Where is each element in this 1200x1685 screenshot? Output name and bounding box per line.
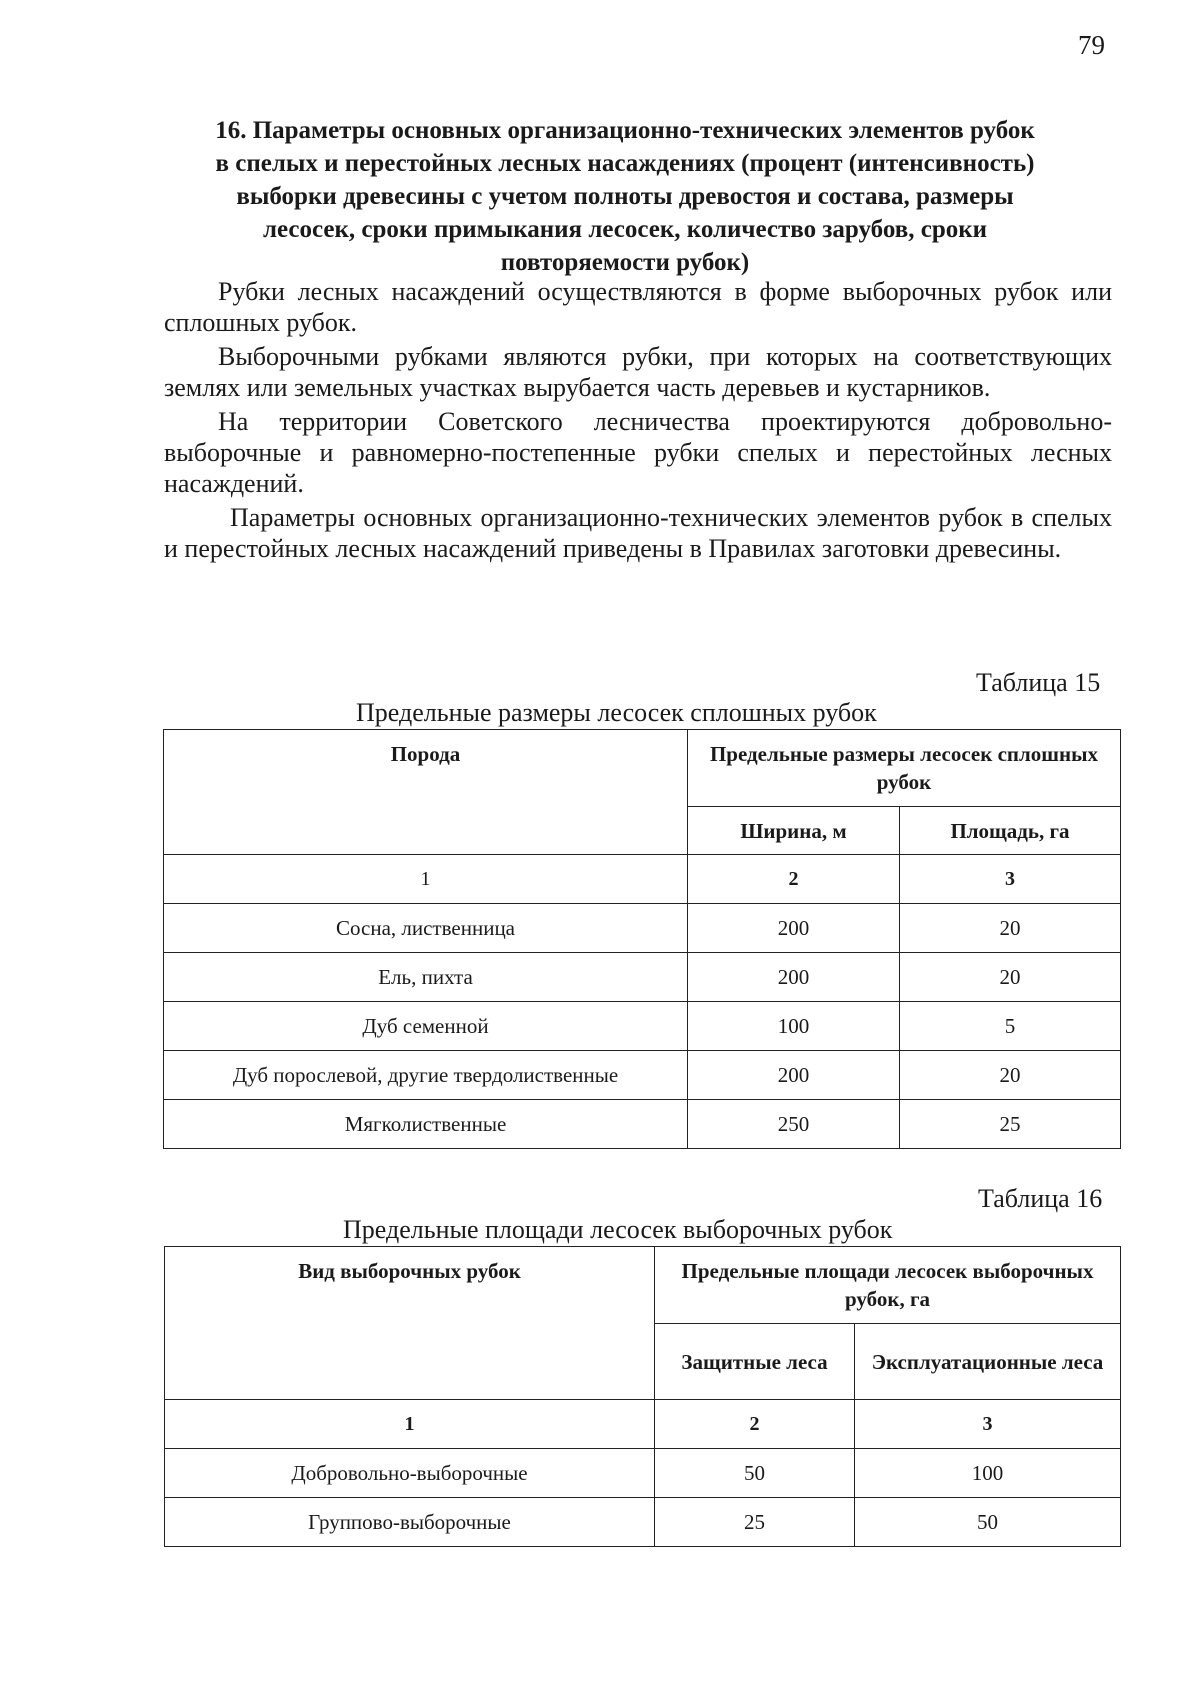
- table-cell: Ель, пихта: [164, 953, 688, 1002]
- paragraph: Выборочными рубками являются рубки, при которых на соответствующих землях или земельных участках вырубается часть деревьев и кустарников.: [164, 342, 1112, 402]
- paragraph: Рубки лесных насаждений осуществляются в форме выборочных рубок или сплошных рубок.: [164, 277, 1112, 337]
- table-cell: 250: [688, 1100, 900, 1149]
- table-number-row: [165, 1400, 1121, 1449]
- table-cell: 20: [900, 904, 1121, 953]
- table-cell: 50: [655, 1449, 855, 1498]
- page-number: 79: [1078, 30, 1105, 60]
- table15: [163, 729, 1121, 1149]
- table-cell: Дуб семенной: [164, 1002, 688, 1051]
- table16-title: Предельные площади лесосек выборочных рубок: [343, 1215, 893, 1244]
- table-row: [165, 1498, 1121, 1547]
- table15-header-group: Предельные размеры лесосек сплошных рубок: [688, 730, 1121, 807]
- table-cell: 25: [900, 1100, 1121, 1149]
- table-cell: Сосна, лиственница: [164, 904, 688, 953]
- table-cell: 20: [900, 1051, 1121, 1100]
- table15-label: Таблица 15: [976, 668, 1101, 697]
- table-cell: 1: [164, 855, 688, 904]
- table-cell: 2: [688, 855, 900, 904]
- table-header-row: [165, 1247, 1121, 1324]
- heading-line: лесосек, сроки примыкания лесосек, количество зарубов, сроки: [262, 216, 988, 243]
- table-number-row: [164, 855, 1121, 904]
- table-cell: 100: [688, 1002, 900, 1051]
- table-cell: 25: [655, 1498, 855, 1547]
- table-cell: 200: [688, 1051, 900, 1100]
- table-row: [164, 953, 1121, 1002]
- table15-header-width: Ширина, м: [688, 807, 900, 855]
- table15-header-species: Порода: [164, 730, 688, 855]
- table16-header-protective: Защитные леса: [655, 1324, 855, 1400]
- body-text: [164, 276, 1112, 564]
- table-cell: 2: [655, 1400, 855, 1449]
- table-cell: 1: [165, 1400, 655, 1449]
- table-row: [164, 1100, 1121, 1149]
- table16-label: Таблица 16: [978, 1184, 1103, 1213]
- table16-header-type: Вид выборочных рубок: [165, 1247, 655, 1400]
- table-cell: 5: [900, 1002, 1121, 1051]
- table-row: [164, 1051, 1121, 1100]
- table16-header-operational: Эксплуатационные леса: [855, 1324, 1121, 1400]
- table-cell: 50: [855, 1498, 1121, 1547]
- section-heading: [150, 114, 1100, 279]
- table-cell: Мягколиственные: [164, 1100, 688, 1149]
- heading-line: в спелых и перестойных лесных насаждениях (процент (интенсивность): [215, 150, 1035, 177]
- paragraph: На территории Советского лесничества проектируются добровольно-выборочные и равномерно-постепенные рубки спелых и перестойных лесных насаждений.: [164, 407, 1112, 498]
- table-cell: Добровольно-выборочные: [165, 1449, 655, 1498]
- table-row: [164, 1002, 1121, 1051]
- table-cell: 100: [855, 1449, 1121, 1498]
- heading-line: 16. Параметры основных организационно-технических элементов рубок: [215, 117, 1035, 144]
- heading-line: повторяемости рубок): [500, 249, 750, 276]
- table16: [164, 1246, 1121, 1547]
- table15-header-area: Площадь, га: [900, 807, 1121, 855]
- table-cell: Дуб порослевой, другие твердолиственные: [164, 1051, 688, 1100]
- table-row: [165, 1449, 1121, 1498]
- table-cell: 3: [855, 1400, 1121, 1449]
- heading-line: выборки древесины с учетом полноты древостоя и состава, размеры: [236, 183, 1014, 210]
- table-cell: 200: [688, 904, 900, 953]
- table-cell: 20: [900, 953, 1121, 1002]
- table-header-row: [164, 730, 1121, 807]
- paragraph: Параметры основных организационно-технических элементов рубок в спелых и перестойных лесных насаждений приведены в Правилах заготовки древесины.: [164, 503, 1112, 563]
- table-cell: 200: [688, 953, 900, 1002]
- table-cell: Группово-выборочные: [165, 1498, 655, 1547]
- table16-header-group: Предельные площади лесосек выборочных рубок, га: [655, 1247, 1121, 1324]
- table-cell: 3: [900, 855, 1121, 904]
- table-row: [164, 904, 1121, 953]
- table15-title: Предельные размеры лесосек сплошных рубок: [356, 698, 877, 727]
